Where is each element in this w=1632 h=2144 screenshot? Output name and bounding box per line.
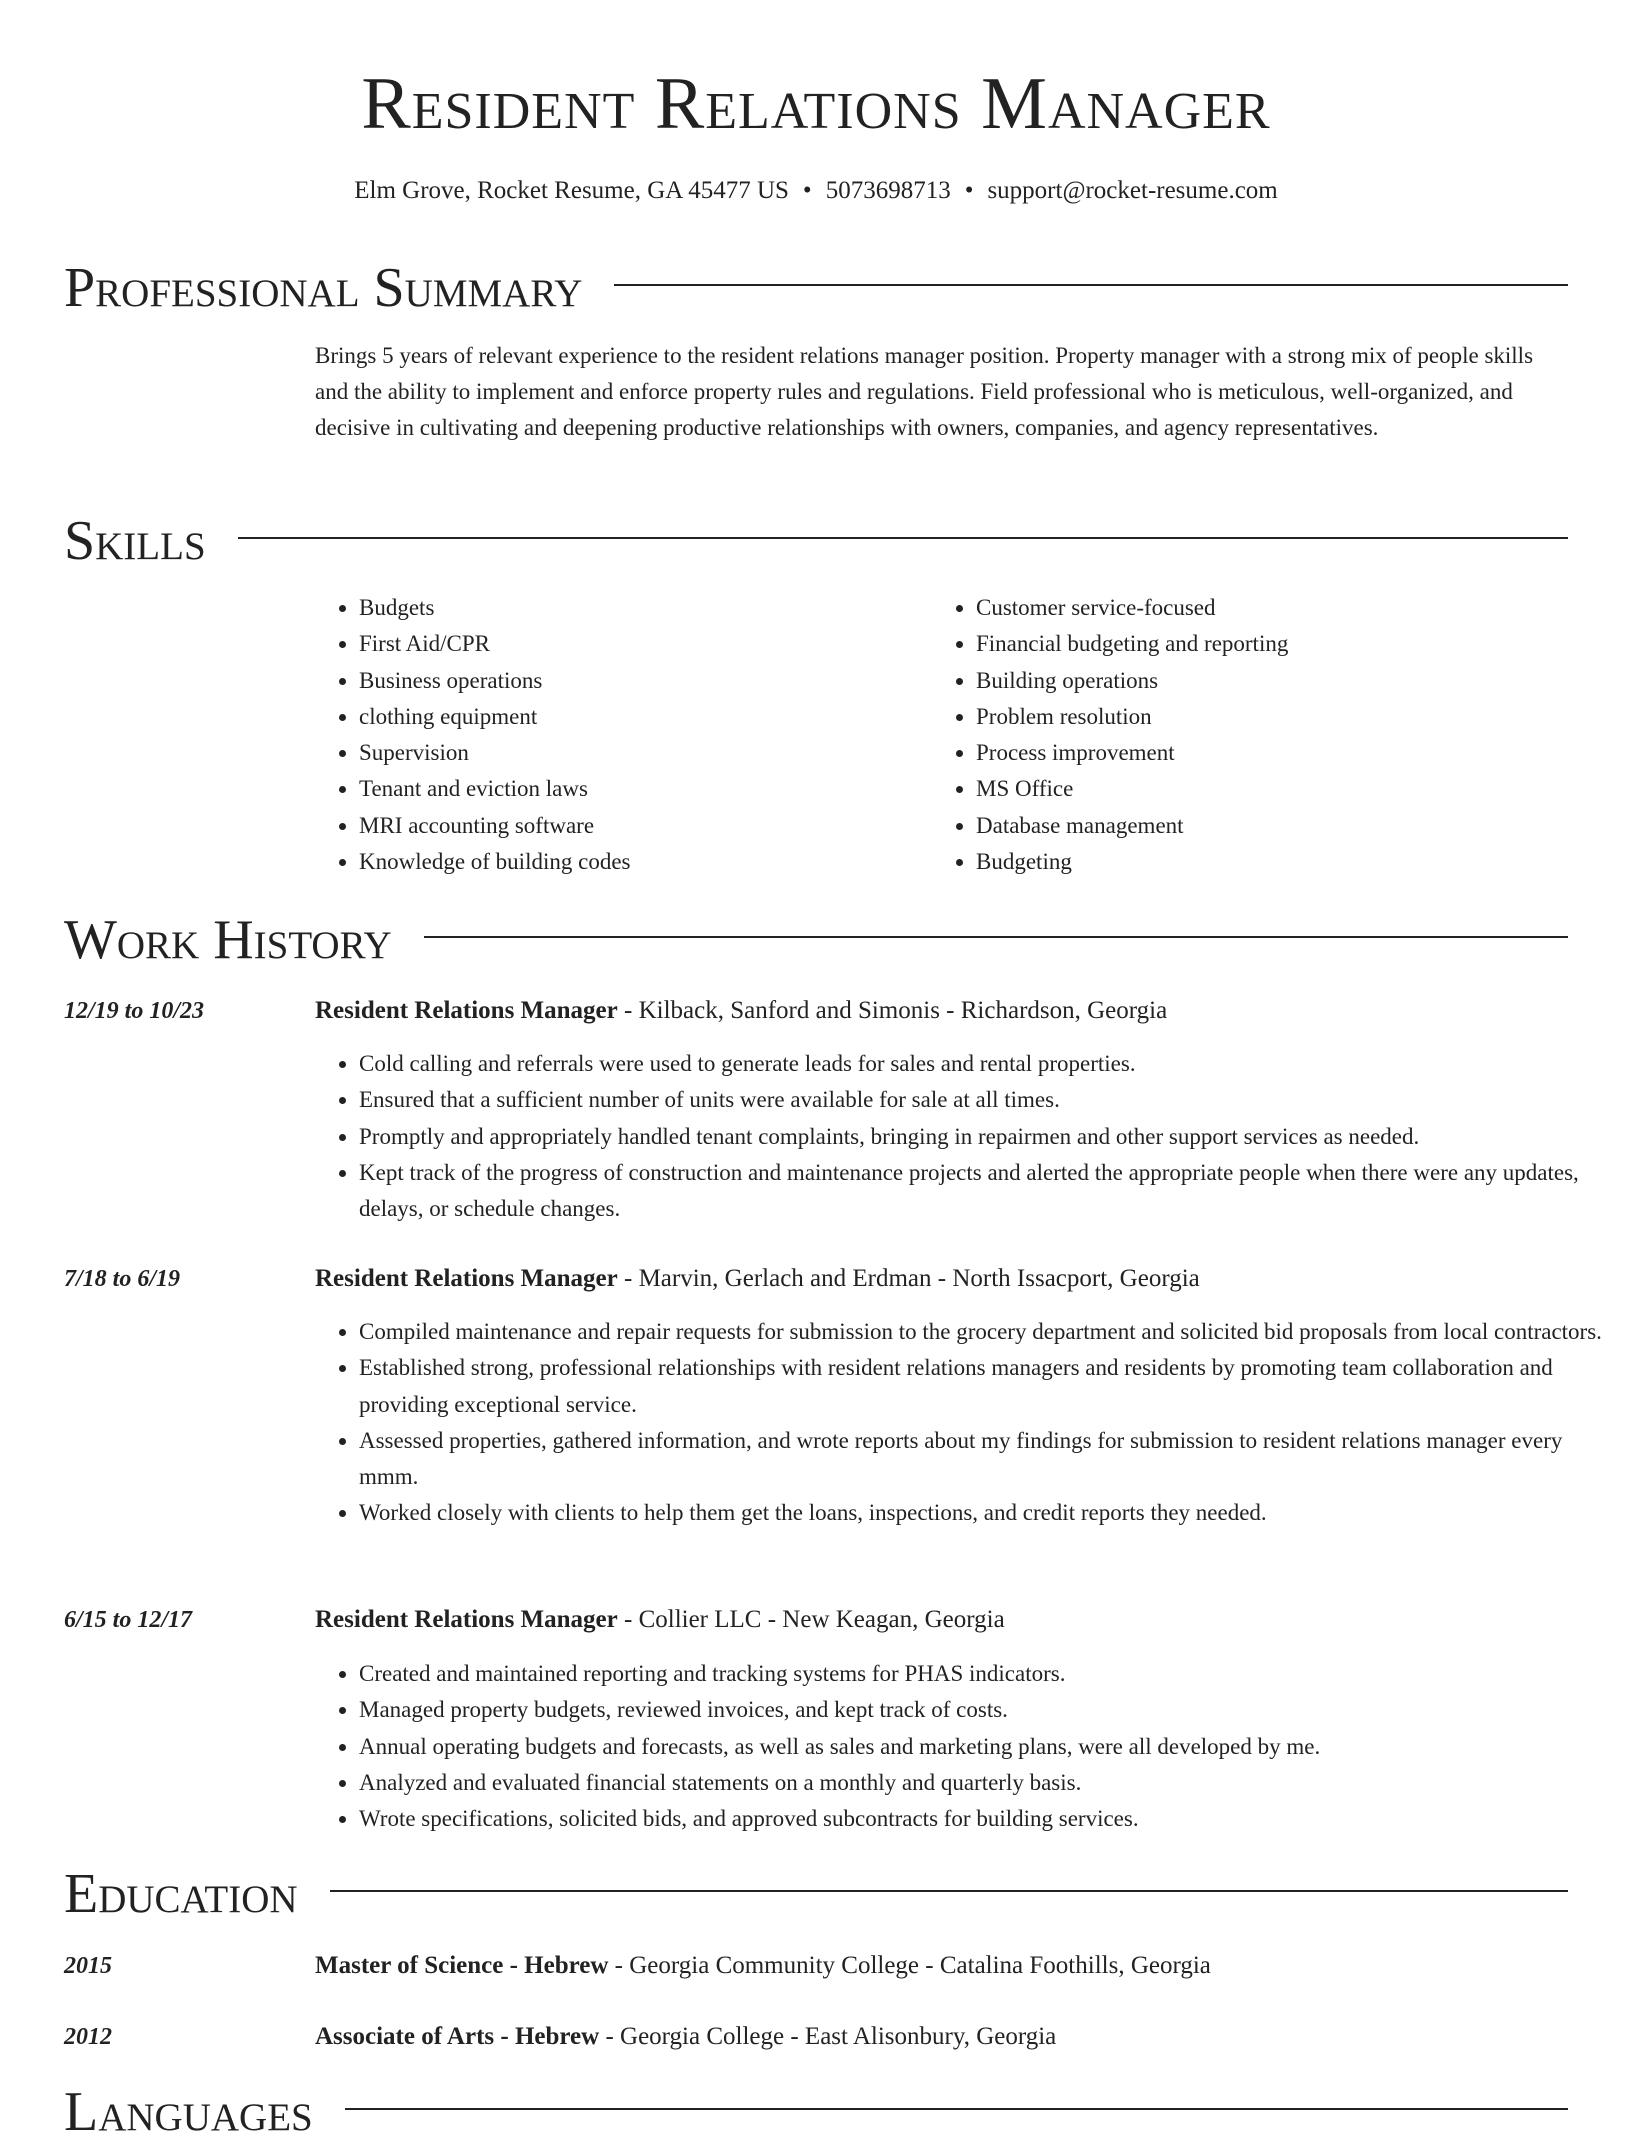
section-header-summary	[64, 256, 1568, 320]
skill-item: • Knowledge of building codes	[359, 844, 630, 880]
section-header-education	[64, 1862, 1568, 1926]
job-title: Resident Relations Manager	[315, 1606, 618, 1633]
job-dates: 7/18 to 6/19	[64, 1266, 181, 1292]
job-bullet: • Wrote specifications, solicited bids, and approved subcontracts for building services.	[359, 1801, 1615, 1837]
section-title: Work History	[64, 909, 392, 971]
skills-list-right	[932, 590, 1288, 880]
job-title: Resident Relations Manager	[315, 997, 618, 1024]
job-employer-location: - Kilback, Sanford and Simonis - Richardson, Georgia	[617, 997, 1168, 1024]
job-heading	[315, 1263, 1571, 1295]
section-divider	[330, 1890, 1568, 1892]
contact-separator: •	[964, 177, 974, 204]
job-bullet: • Established strong, professional relationships with resident relations managers and residents by promoting team collaboration and providing exceptional service.	[359, 1350, 1615, 1423]
section-divider	[424, 936, 1568, 938]
job-bullet: • Managed property budgets, reviewed invoices, and kept track of costs.	[359, 1692, 1615, 1728]
skill-item: • Problem resolution	[976, 699, 1288, 735]
skill-item: • Customer service-focused	[976, 590, 1288, 626]
job-dates: 6/15 to 12/17	[64, 1607, 193, 1633]
job-employer-location: - Marvin, Gerlach and Erdman - North Issacport, Georgia	[617, 1265, 1200, 1292]
job-bullet: • Worked closely with clients to help them get the loans, inspections, and credit reports they needed.	[359, 1495, 1615, 1531]
job-bullet: • Analyzed and evaluated financial statements on a monthly and quarterly basis.	[359, 1765, 1615, 1801]
contact-separator: •	[802, 177, 812, 204]
job-heading	[315, 1604, 1571, 1636]
skills-list-left	[315, 590, 630, 880]
job-bullets	[315, 1314, 1615, 1532]
section-divider	[614, 284, 1568, 286]
job-bullet: • Ensured that a sufficient number of units were available for sale at all times.	[359, 1082, 1615, 1118]
education-entry	[315, 1950, 1571, 1982]
job-bullet: • Assessed properties, gathered information, and wrote reports about my findings for submission to resident relations manager every mmm.	[359, 1423, 1615, 1496]
education-entry	[315, 2021, 1571, 2053]
skill-item: • First Aid/CPR	[359, 626, 630, 662]
skill-item: • Process improvement	[976, 735, 1288, 771]
contact-address: Elm Grove, Rocket Resume, GA 45477 US	[354, 177, 789, 204]
section-divider	[345, 2108, 1568, 2110]
education-degree: Master of Science - Hebrew	[315, 1952, 609, 1979]
job-bullet: • Promptly and appropriately handled tenant complaints, bringing in repairmen and other support services as needed.	[359, 1119, 1615, 1155]
education-school-location: - Georgia Community College - Catalina Foothills, Georgia	[608, 1952, 1211, 1979]
job-employer-location: - Collier LLC - New Keagan, Georgia	[617, 1606, 1005, 1633]
job-bullet: • Kept track of the progress of construction and maintenance projects and alerted the appropriate people when there were any updates, delays, or schedule changes.	[359, 1155, 1615, 1228]
job-title: Resident Relations Manager	[315, 1265, 618, 1292]
job-bullet: • Compiled maintenance and repair requests for submission to the grocery department and solicited bid proposals from local contractors.	[359, 1314, 1615, 1350]
summary-text: Brings 5 years of relevant experience to the resident relations manager position. Property manager with a strong mix of people skills and the ability to implement and enforce property rules and regulations. Field professional who is meticulous, well-organized, and decisive in cultivating and deepening productive relationships with owners, companies, and agency representatives.	[315, 343, 1534, 440]
section-title: Education	[64, 1863, 298, 1925]
section-header-skills	[64, 509, 1568, 573]
job-bullets	[315, 1656, 1615, 1837]
skill-item: • Database management	[976, 808, 1288, 844]
contact-line	[0, 176, 1632, 206]
skill-item: • Budgeting	[976, 844, 1288, 880]
education-year: 2012	[64, 2024, 112, 2050]
skill-item: • Budgets	[359, 590, 630, 626]
section-title: Languages	[64, 2081, 313, 2143]
section-title: Skills	[64, 510, 206, 572]
job-bullet: • Created and maintained reporting and tracking systems for PHAS indicators.	[359, 1656, 1615, 1692]
candidate-name: Resident Relations Manager	[361, 63, 1271, 145]
skill-item: • Supervision	[359, 735, 630, 771]
job-bullet: • Annual operating budgets and forecasts, as well as sales and marketing plans, were all developed by me.	[359, 1729, 1615, 1765]
job-heading	[315, 995, 1571, 1027]
job-dates: 12/19 to 10/23	[64, 998, 205, 1024]
contact-phone: 5073698713	[825, 177, 951, 204]
skill-item: • Building operations	[976, 663, 1288, 699]
job-bullet: • Cold calling and referrals were used to generate leads for sales and rental properties.	[359, 1046, 1615, 1082]
section-divider	[238, 537, 1568, 539]
section-header-languages	[64, 2080, 1568, 2144]
education-degree: Associate of Arts - Hebrew	[315, 2023, 600, 2050]
contact-email: support@rocket-resume.com	[987, 177, 1278, 204]
education-school-location: - Georgia College - East Alisonbury, Georgia	[599, 2023, 1057, 2050]
education-year: 2015	[64, 1953, 112, 1979]
skill-item: • Tenant and eviction laws	[359, 771, 630, 807]
skill-item: • Financial budgeting and reporting	[976, 626, 1288, 662]
section-header-work-history	[64, 908, 1568, 972]
job-bullets	[315, 1046, 1615, 1227]
section-title: Professional Summary	[64, 257, 583, 319]
skill-item: • MS Office	[976, 771, 1288, 807]
skill-item: • Business operations	[359, 663, 630, 699]
skill-item: • clothing equipment	[359, 699, 630, 735]
skill-item: • MRI accounting software	[359, 808, 630, 844]
